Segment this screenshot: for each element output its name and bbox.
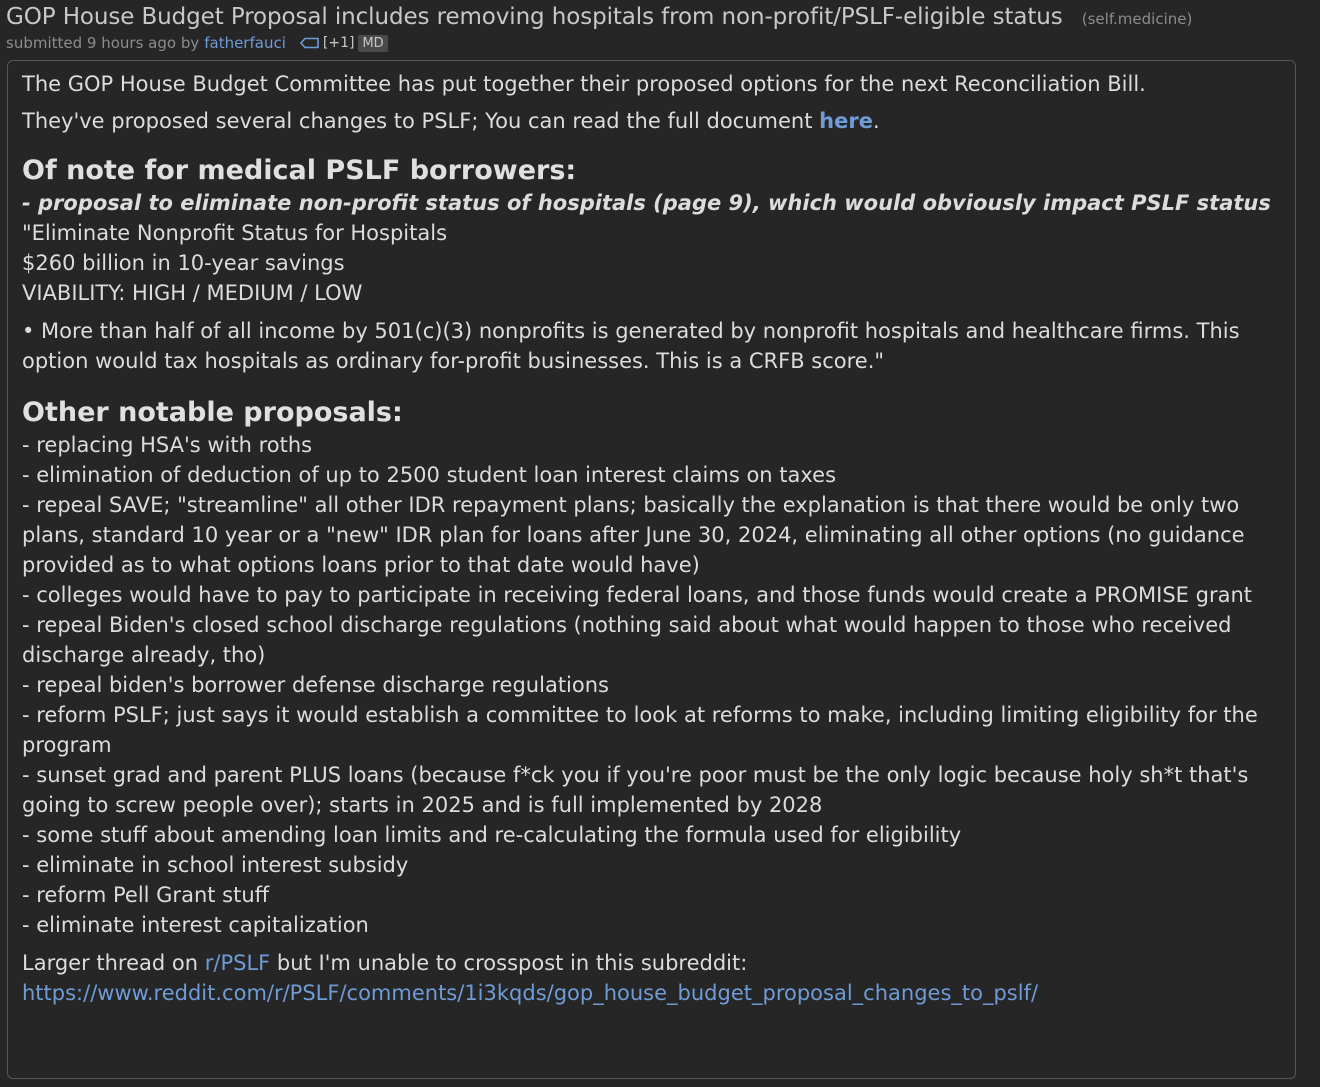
list-item: - colleges would have to pay to participate in receiving federal loans, and those funds would create a PROMISE grant [22, 583, 1252, 607]
author-link[interactable]: fatherfauci [204, 34, 286, 52]
score-badge: [+1] [322, 35, 355, 51]
list-item: - replacing HSA's with roths [22, 433, 313, 457]
proposal-list [22, 430, 1281, 940]
intro-paragraph-1: The GOP House Budget Committee has put together their proposed options for the next Reconciliation Bill. [22, 72, 1146, 96]
post-body [7, 60, 1296, 1079]
post-title[interactable]: GOP House Budget Proposal includes removing hospitals from non-profit/PSLF-eligible status [6, 4, 1063, 30]
intro-2-text: They've proposed several changes to PSLF; You can read the full document [22, 109, 820, 133]
footer-text: Larger thread on [22, 951, 205, 975]
tagline [6, 34, 388, 52]
list-item: - eliminate interest capitalization [22, 913, 369, 937]
intro-2-suffix: . [872, 109, 880, 133]
tagline-submitted: submitted 9 hours ago by [6, 34, 200, 52]
quote-line: "Eliminate Nonprofit Status for Hospitals [22, 221, 448, 245]
title-line [6, 4, 1192, 30]
quote-line: $260 billion in 10-year savings [22, 251, 345, 275]
post-domain[interactable]: (self.medicine) [1081, 10, 1193, 28]
list-item: - repeal SAVE; "streamline" all other IDR repayment plans; basically the explanation is that there would be only two plans, standard 10 year or a "new" IDR plan for loans after June 30, 2024, eliminating all other options (no guidance provided as to what options loans prior to that date would have) [22, 493, 1245, 577]
list-item: - sunset grad and parent PLUS loans (because f*ck you if you're poor must be the only logic because holy sh*t that's going to screw people over); starts in 2025 and is full implemented by 2028 [22, 763, 1249, 817]
thread-url-link[interactable]: https://www.reddit.com/r/PSLF/comments/1i3kqds/gop_house_budget_proposal_changes_to_pslf/ [22, 981, 1039, 1005]
heading-medical-pslf: Of note for medical PSLF borrowers: [22, 155, 577, 186]
quote-line: VIABILITY: HIGH / MEDIUM / LOW [22, 281, 363, 305]
list-item: - some stuff about amending loan limits and re-calculating the formula used for eligibility [22, 823, 962, 847]
intro-paragraph-2 [22, 106, 1281, 136]
quote-bullet-paragraph: • More than half of all income by 501(c)(3) nonprofits is generated by nonprofit hospitals and healthcare firms. This option would tax hospitals as ordinary for-profit businesses. This is a CRFB score." [22, 319, 1240, 373]
list-item: - eliminate in school interest subsidy [22, 853, 409, 877]
list-item: - reform PSLF; just says it would establish a committee to look at reforms to make, including limiting eligibility for the program [22, 703, 1258, 757]
tag-icon [300, 37, 320, 49]
footer-text-suffix: but I'm unable to crosspost in this subreddit: [270, 951, 748, 975]
user-flair: MD [358, 35, 387, 52]
hospital-proposal-emphasis: - proposal to eliminate non-profit status of hospitals (page 9), which would obviously impact PSLF status [22, 191, 1271, 215]
list-item: - repeal Biden's closed school discharge regulations (nothing said about what would happen to those who received discharge already, tho) [22, 613, 1232, 667]
document-link[interactable]: here [819, 109, 873, 133]
list-item: - reform Pell Grant stuff [22, 883, 270, 907]
subreddit-link[interactable]: r/PSLF [204, 951, 271, 975]
quote-block [22, 218, 1281, 308]
footer-paragraph [22, 948, 1281, 1008]
list-item: - elimination of deduction of up to 2500 student loan interest claims on taxes [22, 463, 837, 487]
list-item: - repeal biden's borrower defense discharge regulations [22, 673, 609, 697]
heading-other-proposals: Other notable proposals: [22, 397, 403, 428]
